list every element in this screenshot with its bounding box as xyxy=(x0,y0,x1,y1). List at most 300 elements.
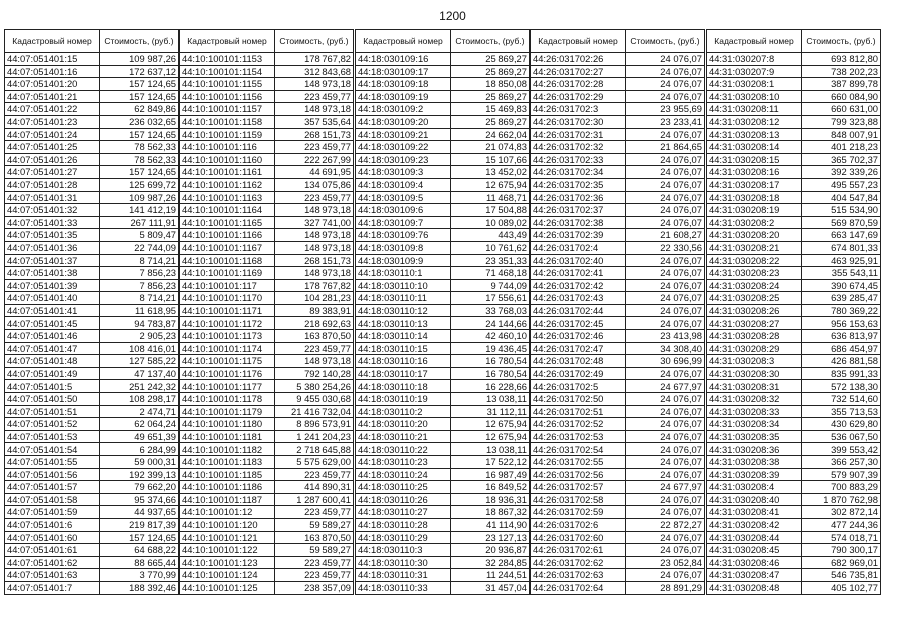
table-row xyxy=(707,355,881,368)
cost-cell: 25 869,27 xyxy=(451,90,530,103)
table-row xyxy=(707,191,881,204)
cadastral-number-cell: 44:26:031702:61 xyxy=(531,544,626,557)
table-row xyxy=(180,279,354,292)
cost-cell: 28 891,29 xyxy=(626,581,705,594)
cadastral-number-cell: 44:07:051401:39 xyxy=(5,279,100,292)
cadastral-number-cell: 44:26:031702:52 xyxy=(531,418,626,431)
cadastral-number-cell: 44:26:031702:37 xyxy=(531,204,626,217)
table-header-row xyxy=(180,30,354,53)
cost-cell: 24 076,07 xyxy=(626,90,705,103)
cost-cell: 24 076,07 xyxy=(626,191,705,204)
cost-cell: 24 076,07 xyxy=(626,430,705,443)
table-row xyxy=(5,267,179,280)
cost-cell: 24 677,97 xyxy=(626,380,705,393)
table-row xyxy=(707,267,881,280)
cost-cell: 19 436,45 xyxy=(451,342,530,355)
cadastral-number-cell: 44:18:030109:23 xyxy=(356,153,451,166)
cost-cell: 24 076,07 xyxy=(626,405,705,418)
cadastral-number-cell: 44:31:030208:48 xyxy=(707,581,802,594)
table-row xyxy=(5,191,179,204)
cost-cell: 42 460,10 xyxy=(451,330,530,343)
cadastral-number-cell: 44:18:030109:21 xyxy=(356,128,451,141)
cadastral-number-cell: 44:26:031702:43 xyxy=(531,292,626,305)
cadastral-number-cell: 44:31:030208:11 xyxy=(707,103,802,116)
table-row xyxy=(531,279,705,292)
table-row xyxy=(531,103,705,116)
table-row xyxy=(531,456,705,469)
cadastral-number-cell: 44:10:100101:1153 xyxy=(180,53,275,66)
cadastral-number-cell: 44:10:100101:1157 xyxy=(180,103,275,116)
table-row xyxy=(180,506,354,519)
cost-cell: 24 076,07 xyxy=(626,569,705,582)
table-row xyxy=(5,468,179,481)
cadastral-number-cell: 44:18:030110:27 xyxy=(356,506,451,519)
cadastral-number-cell: 44:18:030110:24 xyxy=(356,468,451,481)
cost-cell: 251 242,32 xyxy=(100,380,179,393)
cost-cell: 18 867,32 xyxy=(451,506,530,519)
cost-cell: 574 018,71 xyxy=(802,531,881,544)
cadastral-number-cell: 44:10:100101:116 xyxy=(180,141,275,154)
cadastral-number-cell: 44:07:051401:27 xyxy=(5,166,100,179)
cost-cell: 59 589,27 xyxy=(275,518,354,531)
table-row xyxy=(5,367,179,380)
cadastral-number-cell: 44:26:031702:58 xyxy=(531,493,626,506)
cadastral-number-cell: 44:31:030208:27 xyxy=(707,317,802,330)
cost-cell: 426 881,58 xyxy=(802,355,881,368)
cost-cell: 23 127,13 xyxy=(451,531,530,544)
cost-cell: 7 856,23 xyxy=(100,279,179,292)
cost-cell: 41 114,90 xyxy=(451,518,530,531)
cadastral-number-cell: 44:10:100101:117 xyxy=(180,279,275,292)
cost-cell: 1 287 600,41 xyxy=(275,493,354,506)
cadastral-number-cell: 44:10:100101:1170 xyxy=(180,292,275,305)
table-row xyxy=(707,544,881,557)
cost-cell: 732 514,60 xyxy=(802,393,881,406)
cost-cell: 7 856,23 xyxy=(100,267,179,280)
cost-cell: 33 768,03 xyxy=(451,304,530,317)
cadastral-number-cell: 44:31:030208:32 xyxy=(707,393,802,406)
table-row xyxy=(356,65,530,78)
cost-cell: 25 869,27 xyxy=(451,53,530,66)
cost-header: Стоимость, (руб.) xyxy=(626,30,705,53)
table-row xyxy=(531,380,705,393)
table-row xyxy=(707,128,881,141)
cadastral-number-cell: 44:10:100101:1164 xyxy=(180,204,275,217)
table-row xyxy=(707,254,881,267)
cadastral-number-cell: 44:07:051401:45 xyxy=(5,317,100,330)
cadastral-number-cell: 44:18:030110:21 xyxy=(356,430,451,443)
cadastral-number-cell: 44:18:030109:18 xyxy=(356,78,451,91)
table-row xyxy=(180,481,354,494)
table-row xyxy=(180,380,354,393)
table-row xyxy=(5,229,179,242)
cadastral-number-cell: 44:18:030109:9 xyxy=(356,254,451,267)
cadastral-number-cell: 44:18:030110:14 xyxy=(356,330,451,343)
table-row xyxy=(356,103,530,116)
cost-cell: 148 973,18 xyxy=(275,103,354,116)
cadastral-number-cell: 44:10:100101:1175 xyxy=(180,355,275,368)
table-row xyxy=(356,393,530,406)
table-row xyxy=(356,330,530,343)
table-row xyxy=(707,229,881,242)
table-row xyxy=(356,216,530,229)
cadastral-number-cell: 44:26:031702:35 xyxy=(531,178,626,191)
table-row xyxy=(531,569,705,582)
cadastral-number-cell: 44:26:031702:53 xyxy=(531,430,626,443)
cost-cell: 157 124,65 xyxy=(100,531,179,544)
table-row xyxy=(5,493,179,506)
cadastral-number-cell: 44:31:030208:42 xyxy=(707,518,802,531)
cost-header: Стоимость, (руб.) xyxy=(802,30,881,53)
cost-cell: 327 741,00 xyxy=(275,216,354,229)
cost-cell: 15 469,83 xyxy=(451,103,530,116)
cost-cell: 792 140,28 xyxy=(275,367,354,380)
cadastral-number-cell: 44:31:030208:17 xyxy=(707,178,802,191)
table-row xyxy=(5,393,179,406)
cadastral-number-cell: 44:26:031702:36 xyxy=(531,191,626,204)
cadastral-number-cell: 44:31:030208:21 xyxy=(707,241,802,254)
cost-cell: 223 459,77 xyxy=(275,191,354,204)
cost-cell: 1 241 204,23 xyxy=(275,430,354,443)
cost-cell: 21 074,83 xyxy=(451,141,530,154)
table-row xyxy=(531,90,705,103)
page-number: 1200 xyxy=(439,9,466,23)
cadastral-number-cell: 44:10:100101:1154 xyxy=(180,65,275,78)
cadastral-number-cell: 44:10:100101:1177 xyxy=(180,380,275,393)
table-row xyxy=(5,317,179,330)
table-row xyxy=(356,506,530,519)
table-row xyxy=(531,78,705,91)
cost-cell: 16 780,54 xyxy=(451,355,530,368)
cost-cell: 2 474,71 xyxy=(100,405,179,418)
table-row xyxy=(180,493,354,506)
table-row xyxy=(356,531,530,544)
table-row xyxy=(180,430,354,443)
cadastral-number-cell: 44:07:051401:5 xyxy=(5,380,100,393)
cadastral-number-cell: 44:18:030109:8 xyxy=(356,241,451,254)
cadastral-number-header: Кадастровый номер xyxy=(180,30,275,53)
cadastral-number-cell: 44:07:051401:26 xyxy=(5,153,100,166)
cadastral-number-cell: 44:18:030110:2 xyxy=(356,405,451,418)
cadastral-number-cell: 44:31:030207:9 xyxy=(707,65,802,78)
table-row xyxy=(707,216,881,229)
table-row xyxy=(707,430,881,443)
cadastral-number-cell: 44:10:100101:1168 xyxy=(180,254,275,267)
cadastral-number-cell: 44:07:051401:54 xyxy=(5,443,100,456)
cost-cell: 134 075,86 xyxy=(275,178,354,191)
cost-cell: 24 076,07 xyxy=(626,304,705,317)
cost-cell: 5 809,47 xyxy=(100,229,179,242)
table-row xyxy=(180,141,354,154)
table-row xyxy=(707,279,881,292)
cost-cell: 546 735,81 xyxy=(802,569,881,582)
table-row xyxy=(707,330,881,343)
cost-cell: 24 076,07 xyxy=(626,443,705,456)
cost-cell: 268 151,73 xyxy=(275,254,354,267)
cadastral-number-cell: 44:10:100101:12 xyxy=(180,506,275,519)
cadastral-number-cell: 44:07:051401:32 xyxy=(5,204,100,217)
cost-cell: 17 522,12 xyxy=(451,456,530,469)
cost-cell: 569 870,59 xyxy=(802,216,881,229)
cadastral-number-cell: 44:07:051401:24 xyxy=(5,128,100,141)
table-row xyxy=(356,430,530,443)
cadastral-number-cell: 44:07:051401:61 xyxy=(5,544,100,557)
cadastral-number-cell: 44:07:051401:40 xyxy=(5,292,100,305)
cost-cell: 20 936,87 xyxy=(451,544,530,557)
table-row xyxy=(356,405,530,418)
table-row xyxy=(531,241,705,254)
cost-cell: 24 076,07 xyxy=(626,367,705,380)
cadastral-number-cell: 44:07:051401:16 xyxy=(5,65,100,78)
table-row xyxy=(180,53,354,66)
cost-cell: 8 714,21 xyxy=(100,254,179,267)
table-row xyxy=(5,330,179,343)
cost-header: Стоимость, (руб.) xyxy=(100,30,179,53)
cadastral-number-cell: 44:07:051401:46 xyxy=(5,330,100,343)
cost-cell: 223 459,77 xyxy=(275,506,354,519)
cost-cell: 192 399,13 xyxy=(100,468,179,481)
cadastral-number-cell: 44:26:031702:45 xyxy=(531,317,626,330)
cadastral-number-cell: 44:10:100101:1162 xyxy=(180,178,275,191)
cost-cell: 536 067,50 xyxy=(802,430,881,443)
cadastral-number-cell: 44:31:030208:36 xyxy=(707,443,802,456)
table-row xyxy=(356,153,530,166)
cost-cell: 21 608,27 xyxy=(626,229,705,242)
cost-cell: 108 416,01 xyxy=(100,342,179,355)
cost-cell: 24 662,04 xyxy=(451,128,530,141)
table-row xyxy=(707,569,881,582)
table-row xyxy=(356,141,530,154)
table-row xyxy=(5,78,179,91)
table-row xyxy=(707,204,881,217)
table-row xyxy=(707,342,881,355)
cost-cell: 660 631,00 xyxy=(802,103,881,116)
cost-cell: 25 869,27 xyxy=(451,65,530,78)
cost-cell: 700 883,29 xyxy=(802,481,881,494)
cost-cell: 5 380 254,26 xyxy=(275,380,354,393)
table-row xyxy=(707,65,881,78)
table-row xyxy=(180,153,354,166)
table-row xyxy=(531,518,705,531)
cost-cell: 18 850,08 xyxy=(451,78,530,91)
cadastral-number-cell: 44:31:030208:28 xyxy=(707,330,802,343)
table-row xyxy=(531,229,705,242)
table-row xyxy=(180,128,354,141)
cadastral-number-cell: 44:07:051401:55 xyxy=(5,456,100,469)
table-row xyxy=(707,317,881,330)
cadastral-number-cell: 44:10:100101:1182 xyxy=(180,443,275,456)
table-row xyxy=(180,178,354,191)
table-row xyxy=(356,481,530,494)
table-row xyxy=(5,430,179,443)
cadastral-number-cell: 44:10:100101:1176 xyxy=(180,367,275,380)
cadastral-number-cell: 44:18:030110:31 xyxy=(356,569,451,582)
cadastral-number-cell: 44:18:030109:17 xyxy=(356,65,451,78)
cadastral-number-cell: 44:26:031702:60 xyxy=(531,531,626,544)
table-row xyxy=(356,367,530,380)
cost-cell: 17 504,88 xyxy=(451,204,530,217)
cost-cell: 78 562,33 xyxy=(100,153,179,166)
cadastral-number-cell: 44:31:030208:46 xyxy=(707,556,802,569)
cost-cell: 267 111,91 xyxy=(100,216,179,229)
cost-cell: 141 412,19 xyxy=(100,204,179,217)
cost-cell: 22 330,56 xyxy=(626,241,705,254)
table-row xyxy=(707,481,881,494)
cost-cell: 148 973,18 xyxy=(275,78,354,91)
table-row xyxy=(707,393,881,406)
table-row xyxy=(707,115,881,128)
cost-cell: 223 459,77 xyxy=(275,556,354,569)
table-row xyxy=(180,418,354,431)
cost-cell: 25 869,27 xyxy=(451,115,530,128)
table-row xyxy=(531,493,705,506)
cadastral-number-cell: 44:26:031702:57 xyxy=(531,481,626,494)
cadastral-number-cell: 44:07:051401:53 xyxy=(5,430,100,443)
cadastral-number-header: Кадастровый номер xyxy=(356,30,451,53)
table-row xyxy=(707,178,881,191)
cost-header: Стоимость, (руб.) xyxy=(275,30,354,53)
table-row xyxy=(531,367,705,380)
table-row xyxy=(531,355,705,368)
cadastral-number-cell: 44:07:051401:48 xyxy=(5,355,100,368)
cost-cell: 13 038,11 xyxy=(451,393,530,406)
cadastral-number-cell: 44:10:100101:121 xyxy=(180,531,275,544)
table-row xyxy=(180,393,354,406)
table-row xyxy=(707,78,881,91)
table-header-row xyxy=(707,30,881,53)
table-row xyxy=(531,166,705,179)
cadastral-number-cell: 44:31:030208:25 xyxy=(707,292,802,305)
table-header-row xyxy=(356,30,530,53)
cost-cell: 59 000,31 xyxy=(100,456,179,469)
cost-cell: 24 076,07 xyxy=(626,456,705,469)
table-row xyxy=(531,267,705,280)
table-row xyxy=(531,342,705,355)
cost-cell: 108 298,17 xyxy=(100,393,179,406)
cadastral-number-cell: 44:26:031702:63 xyxy=(531,569,626,582)
cost-cell: 18 936,31 xyxy=(451,493,530,506)
table-row xyxy=(356,279,530,292)
cadastral-number-cell: 44:26:031702:3 xyxy=(531,103,626,116)
cost-cell: 16 780,54 xyxy=(451,367,530,380)
cost-cell: 157 124,65 xyxy=(100,128,179,141)
cost-cell: 11 468,71 xyxy=(451,191,530,204)
table-row xyxy=(356,456,530,469)
cadastral-number-cell: 44:07:051401:35 xyxy=(5,229,100,242)
cadastral-number-cell: 44:31:030208:18 xyxy=(707,191,802,204)
table-row xyxy=(707,380,881,393)
table-row xyxy=(531,481,705,494)
table-row xyxy=(531,430,705,443)
cadastral-number-cell: 44:26:031702:54 xyxy=(531,443,626,456)
cadastral-number-cell: 44:26:031702:44 xyxy=(531,304,626,317)
cadastral-table-1 xyxy=(4,29,179,595)
table-row xyxy=(356,342,530,355)
cost-cell: 24 076,07 xyxy=(626,506,705,519)
table-row xyxy=(5,418,179,431)
cost-cell: 693 812,80 xyxy=(802,53,881,66)
cadastral-table-3 xyxy=(355,29,530,595)
table-row xyxy=(356,78,530,91)
cost-cell: 639 285,47 xyxy=(802,292,881,305)
cadastral-number-cell: 44:26:031702:56 xyxy=(531,468,626,481)
cadastral-number-cell: 44:26:031702:62 xyxy=(531,556,626,569)
table-row xyxy=(5,115,179,128)
cadastral-number-cell: 44:07:051401:60 xyxy=(5,531,100,544)
table-row xyxy=(356,90,530,103)
cadastral-number-cell: 44:18:030110:16 xyxy=(356,355,451,368)
cost-cell: 24 076,07 xyxy=(626,418,705,431)
cost-cell: 24 076,07 xyxy=(626,279,705,292)
cadastral-number-cell: 44:26:031702:40 xyxy=(531,254,626,267)
cost-cell: 223 459,77 xyxy=(275,569,354,582)
cost-cell: 8 714,21 xyxy=(100,292,179,305)
cadastral-number-cell: 44:07:051401:22 xyxy=(5,103,100,116)
cadastral-number-cell: 44:26:031702:27 xyxy=(531,65,626,78)
table-row xyxy=(531,216,705,229)
cost-cell: 24 076,07 xyxy=(626,267,705,280)
cost-cell: 12 675,94 xyxy=(451,178,530,191)
cost-cell: 22 744,09 xyxy=(100,241,179,254)
table-row xyxy=(180,90,354,103)
cost-cell: 11 244,51 xyxy=(451,569,530,582)
table-row xyxy=(5,254,179,267)
cost-cell: 663 147,69 xyxy=(802,229,881,242)
cadastral-number-cell: 44:10:100101:1172 xyxy=(180,317,275,330)
table-row xyxy=(356,292,530,305)
cost-cell: 405 102,77 xyxy=(802,581,881,594)
table-row xyxy=(5,204,179,217)
cadastral-number-cell: 44:07:051401:23 xyxy=(5,115,100,128)
cadastral-number-cell: 44:18:030110:3 xyxy=(356,544,451,557)
table-row xyxy=(356,418,530,431)
cadastral-number-cell: 44:26:031702:34 xyxy=(531,166,626,179)
cadastral-number-cell: 44:10:100101:1169 xyxy=(180,267,275,280)
cost-cell: 17 556,61 xyxy=(451,292,530,305)
cadastral-number-cell: 44:26:031702:6 xyxy=(531,518,626,531)
cadastral-table-2 xyxy=(179,29,354,595)
table-row xyxy=(5,405,179,418)
cost-cell: 13 452,02 xyxy=(451,166,530,179)
cost-cell: 674 801,33 xyxy=(802,241,881,254)
cadastral-number-cell: 44:07:051401:47 xyxy=(5,342,100,355)
cost-cell: 47 137,40 xyxy=(100,367,179,380)
table-row xyxy=(5,581,179,594)
cost-cell: 15 107,66 xyxy=(451,153,530,166)
cadastral-number-cell: 44:07:051401:31 xyxy=(5,191,100,204)
cadastral-number-cell: 44:26:031702:42 xyxy=(531,279,626,292)
cadastral-number-cell: 44:10:100101:1167 xyxy=(180,241,275,254)
table-row xyxy=(180,229,354,242)
cost-cell: 34 308,40 xyxy=(626,342,705,355)
table-row xyxy=(707,166,881,179)
cost-cell: 387 899,78 xyxy=(802,78,881,91)
cadastral-number-cell: 44:31:030208:33 xyxy=(707,405,802,418)
table-row xyxy=(180,304,354,317)
cadastral-number-cell: 44:18:030109:5 xyxy=(356,191,451,204)
cost-cell: 404 547,84 xyxy=(802,191,881,204)
cost-cell: 24 076,07 xyxy=(626,544,705,557)
table-row xyxy=(180,367,354,380)
table-row xyxy=(5,65,179,78)
table-row xyxy=(180,468,354,481)
cost-cell: 5 575 629,00 xyxy=(275,456,354,469)
cost-cell: 24 076,07 xyxy=(626,53,705,66)
cost-cell: 59 589,27 xyxy=(275,544,354,557)
cost-cell: 799 323,88 xyxy=(802,115,881,128)
cost-cell: 32 284,85 xyxy=(451,556,530,569)
cadastral-number-cell: 44:07:051401:59 xyxy=(5,506,100,519)
